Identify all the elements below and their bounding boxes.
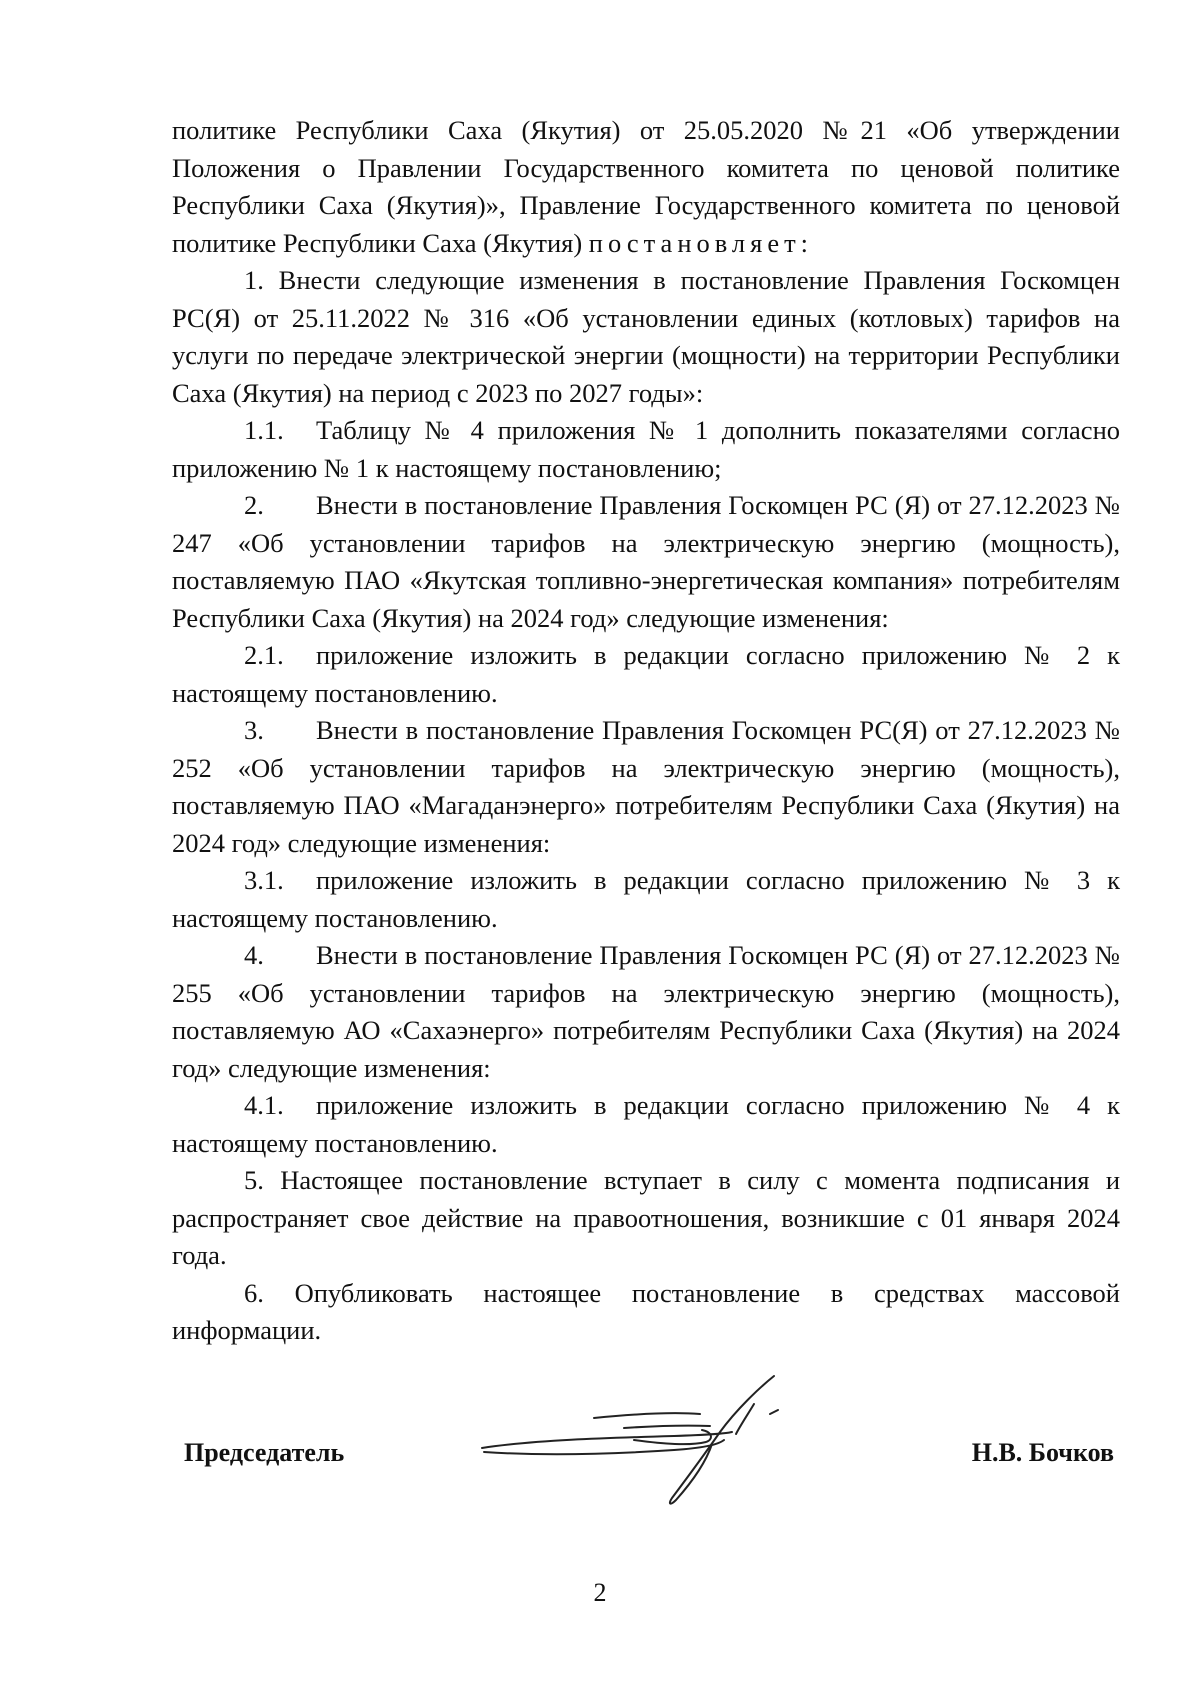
item-text: Внести в постановление Правления Госкомцен РС (Я) от 27.12.2023 № 255 «Об установлении тарифов на электрическую энергию (мощность), поставляемую АО «Сахаэнерго» потребителям Республики Саха (Якутия) на 2024 год» следующие изменения: bbox=[172, 940, 1120, 1083]
item-text: Внести в постановление Правления Госкомцен РС(Я) от 27.12.2023 № 252 «Об установлении тарифов на электрическую энергию (мощность), поставляемую ПАО «Магаданэнерго» потребителям Республики Саха (Якутия) на 2024 год» следующие изменения: bbox=[172, 715, 1120, 858]
handwritten-signature bbox=[474, 1370, 794, 1510]
item-number: 1.1. bbox=[244, 415, 284, 445]
item-number: 5. bbox=[244, 1165, 264, 1195]
item-number: 4.1. bbox=[244, 1090, 284, 1120]
item-4-1 bbox=[172, 1087, 1120, 1162]
item-number: 3. bbox=[244, 715, 264, 745]
item-6 bbox=[172, 1275, 1120, 1350]
signature-block bbox=[184, 1430, 1114, 1510]
item-text: Настоящее постановление вступает в силу с момента подписания и распространяет свое действие на правоотношения, возникшие с 01 января 2024 года. bbox=[172, 1165, 1120, 1270]
signatory-title: Председатель bbox=[184, 1438, 345, 1467]
item-1 bbox=[172, 262, 1120, 412]
item-text: приложение изложить в редакции согласно приложению № 4 к настоящему постановлению. bbox=[172, 1090, 1120, 1158]
item-number: 2. bbox=[244, 490, 264, 520]
item-number: 6. bbox=[244, 1277, 264, 1308]
item-number: 4. bbox=[244, 940, 264, 970]
item-2-1 bbox=[172, 637, 1120, 712]
item-text: приложение изложить в редакции согласно приложению № 3 к настоящему постановлению. bbox=[172, 865, 1120, 933]
item-1-1 bbox=[172, 412, 1120, 487]
signatory-name: Н.В. Бочков bbox=[971, 1438, 1114, 1467]
item-number: 2.1. bbox=[244, 640, 284, 670]
item-number: 1. bbox=[244, 265, 264, 295]
item-text: Внести следующие изменения в постановление Правления Госкомцен РС(Я) от 25.11.2022 № 316 «Об установлении единых (котловых) тарифов на услуги по передаче электрической энергии (мощности) на территории Республики Саха (Якутия) на период с 2023 по 2027 годы»: bbox=[172, 265, 1120, 408]
intro-paragraph bbox=[172, 112, 1120, 262]
intro-text: политике Республики Саха (Якутия) от 25.05.2020 №21 «Об утверждении Положения о Правлении Государственного комитета по ценовой политике Республики Саха (Якутия)», Правление Государственного комитета по ценовой политике Республики Саха (Якутия) bbox=[172, 115, 1120, 258]
item-5 bbox=[172, 1162, 1120, 1275]
item-2 bbox=[172, 487, 1120, 637]
item-4 bbox=[172, 937, 1120, 1087]
item-number: 3.1. bbox=[244, 865, 284, 895]
document-body bbox=[172, 112, 1120, 1350]
decree-word: постановляет: bbox=[588, 227, 814, 258]
page-number: 2 bbox=[593, 1578, 607, 1607]
item-text: Таблицу № 4 приложения № 1 дополнить показателями согласно приложению № 1 к настоящему постановлению; bbox=[172, 415, 1120, 483]
item-text: Опубликовать настоящее постановление в средствах массовой информации. bbox=[172, 1277, 1120, 1345]
item-text: Внести в постановление Правления Госкомцен РС (Я) от 27.12.2023 № 247 «Об установлении тарифов на электрическую энергию (мощность), поставляемую ПАО «Якутская топливно-энергетическая компания» потребителям Республики Саха (Якутия) на 2024 год» следующие изменения: bbox=[172, 490, 1120, 633]
item-text: приложение изложить в редакции согласно приложению № 2 к настоящему постановлению. bbox=[172, 640, 1120, 708]
item-3 bbox=[172, 712, 1120, 862]
item-3-1 bbox=[172, 862, 1120, 937]
